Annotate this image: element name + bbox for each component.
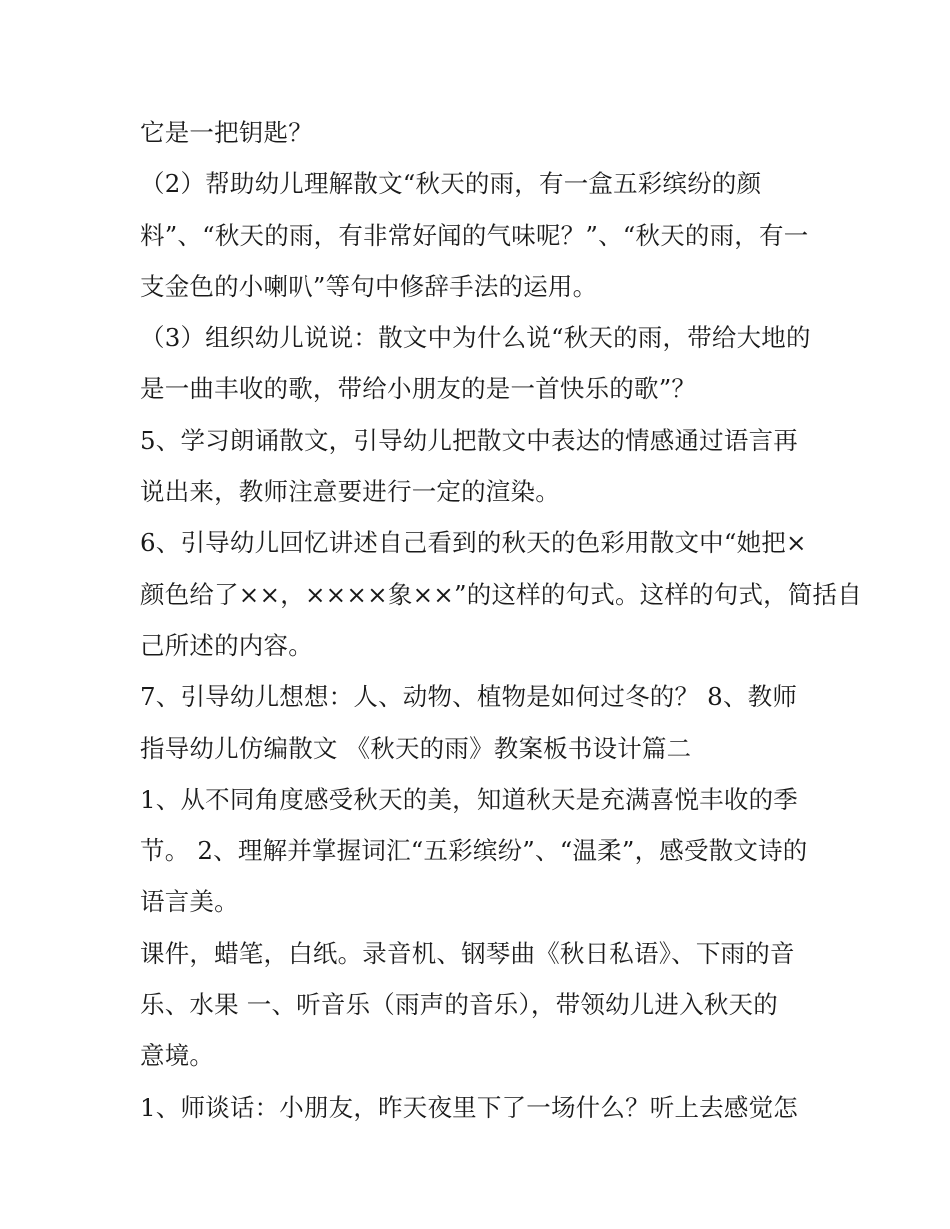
text-line: 7、引导幼儿想想：人、动物、植物是如何过冬的？ 8、教师: [140, 682, 798, 712]
text-line: 料”、“秋天的雨，有非常好闻的气味呢？”、“秋天的雨，有一: [140, 220, 809, 250]
text-line: 它是一把钥匙？: [140, 118, 313, 147]
text-line: 6、引导幼儿回忆讲述自己看到的秋天的色彩用散文中“她把×: [140, 528, 807, 558]
text-line: 课件，蜡笔，白纸。录音机、钢琴曲《秋日私语》、下雨的音: [140, 938, 795, 968]
text-line: 乐、水果 一、听音乐（雨声的音乐），带领幼儿进入秋天的: [140, 990, 778, 1020]
text-line: 颜色给了××，××××象××”的这样的句式。这样的句式，简括自: [140, 579, 862, 609]
text-line: （3）组织幼儿说说：散文中为什么说“秋天的雨，带给大地的: [140, 323, 811, 353]
text-line: 己所述的内容。: [140, 630, 313, 660]
text-line: 5、学习朗诵散文，引导幼儿把散文中表达的情感通过语言再: [140, 425, 798, 455]
text-line: 意境。: [140, 1041, 215, 1071]
text-line: 是一曲丰收的歌，带给小朋友的是一首快乐的歌”？: [140, 374, 697, 404]
text-line: 说出来，教师注意要进行一定的渲染。: [140, 477, 560, 507]
document-body: [140, 107, 862, 1133]
text-line: 1、师谈话：小朋友，昨天夜里下了一场什么？听上去感觉怎: [140, 1092, 798, 1122]
text-line: 语言美。: [140, 887, 239, 917]
text-line: （2）帮助幼儿理解散文“秋天的雨，有一盒五彩缤纷的颜: [140, 169, 762, 199]
text-line: 支金色的小喇叭”等句中修辞手法的运用。: [140, 271, 598, 301]
text-line: 指导幼儿仿编散文 《秋天的雨》教案板书设计篇二: [140, 733, 692, 763]
text-line: 节。 2、理解并掌握词汇“五彩缤纷”、“温柔”，感受散文诗的: [140, 836, 808, 866]
text-line: 1、从不同角度感受秋天的美，知道秋天是充满喜悦丰收的季: [140, 784, 798, 814]
